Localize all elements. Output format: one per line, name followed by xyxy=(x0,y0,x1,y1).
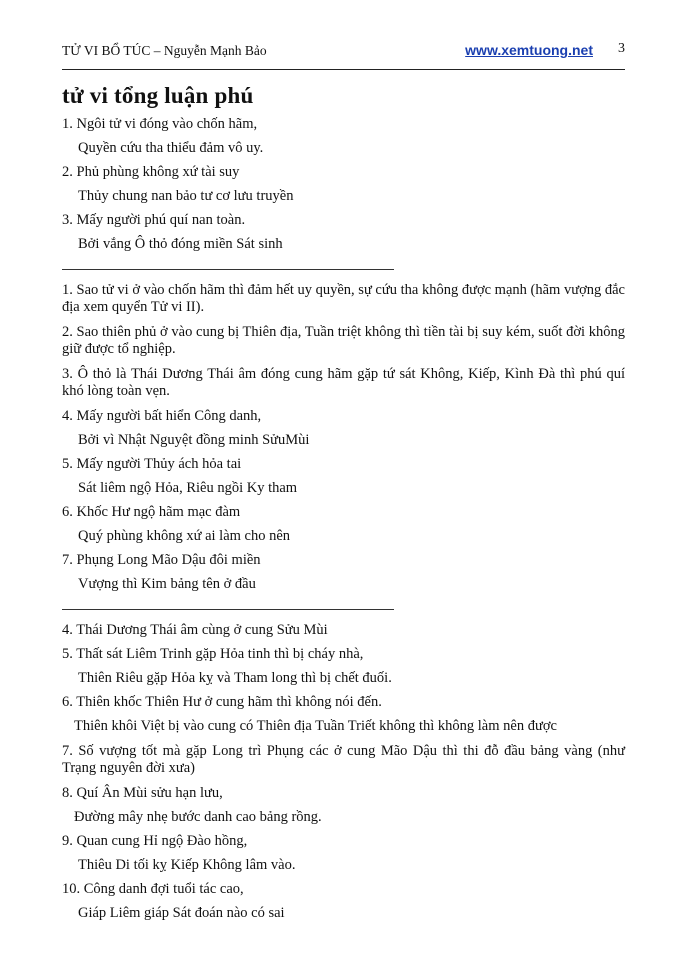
note-line: 6. Thiên khốc Thiên Hư ở cung hãm thì không nói đến. xyxy=(62,694,382,710)
verse-line: 4. Mấy người bất hiển Công danh, xyxy=(62,408,262,424)
header-divider xyxy=(62,69,625,70)
verse-line: 2. Phủ phùng không xứ tài suy xyxy=(62,164,240,180)
verse-line: Bởi vắng Ô thỏ đóng miền Sát sinh xyxy=(78,236,283,252)
note-paragraph: 7. Số vượng tốt mà gặp Long trì Phụng các ở cung Mão Dậu thì thi đỗ đầu bảng vàng (như Trạng nguyên đời xưa) xyxy=(62,743,625,776)
verse-line: 6. Khốc Hư ngộ hãm mạc đàm xyxy=(62,504,241,520)
verse-line: Quý phùng không xứ ai làm cho nên xyxy=(78,528,291,544)
note-paragraph: 3. Ô thỏ là Thái Dương Thái âm đóng cung hãm gặp tứ sát Không, Kiếp, Kình Đà thì phú quí khó lòng toàn vẹn. xyxy=(62,366,625,399)
note-paragraph: 2. Sao thiên phủ ở vào cung bị Thiên địa, Tuần triệt không thì tiền tài bị suy kém, suốt đời không giữ được tổ nghiệp. xyxy=(62,324,625,357)
verse-line: 10. Công danh đợi tuổi tác cao, xyxy=(62,881,244,897)
website-link[interactable]: www.xemtuong.net xyxy=(465,42,593,58)
verse-line: Bởi vì Nhật Nguyệt đồng minh SửuMùi xyxy=(78,432,310,448)
section-divider xyxy=(62,269,394,270)
verse-line: 8. Quí Ân Mùi sửu hạn lưu, xyxy=(62,785,223,801)
verse-line: Thiêu Di tối kỵ Kiếp Không lâm vào. xyxy=(78,857,296,873)
verse-line: 9. Quan cung Hỉ ngộ Đào hồng, xyxy=(62,833,248,849)
note-line: Thiên khôi Việt bị vào cung có Thiên địa Tuần Triết không thì không làm nên được xyxy=(74,718,557,734)
page-header xyxy=(62,40,625,64)
verse-line: Giáp Liêm giáp Sát đoán nào có sai xyxy=(78,905,285,921)
verse-line: Sát liêm ngộ Hỏa, Riêu ngồi Ky tham xyxy=(78,480,298,496)
verse-line: 1. Ngôi tử vi đóng vào chốn hãm, xyxy=(62,116,258,132)
note-paragraph: 1. Sao tử vi ở vào chốn hãm thì đảm hết uy quyền, sự cứu tha không được mạnh (hãm vượng đắc địa xem quyển Tử vi II). xyxy=(62,282,625,315)
page-number: 3 xyxy=(618,41,625,56)
verse-line: 5. Mấy người Thủy ách hỏa tai xyxy=(62,456,242,472)
document-body xyxy=(62,116,625,929)
verse-line: Quyền cứu tha thiểu đảm vô uy. xyxy=(78,140,264,156)
verse-line: Đường mây nhẹ bước danh cao bảng rồng. xyxy=(74,809,322,825)
verse-line: 3. Mấy người phú quí nan toàn. xyxy=(62,212,246,228)
note-line: 5. Thất sát Liêm Trinh gặp Hỏa tinh thì bị cháy nhà, xyxy=(62,646,364,662)
note-line: 4. Thái Dương Thái âm cùng ở cung Sửu Mùi xyxy=(62,622,328,638)
verse-line: 7. Phụng Long Mão Dậu đôi miền xyxy=(62,552,261,568)
verse-line: Thủy chung nan bảo tư cơ lưu truyền xyxy=(78,188,294,204)
page-title: tử vi tổng luận phú xyxy=(62,83,254,108)
note-line: Thiên Riêu gặp Hỏa kỵ và Tham long thì bị chết đuối. xyxy=(78,670,392,686)
verse-line: Vượng thì Kim bảng tên ở đầu xyxy=(78,576,256,592)
header-title: TỬ VI BỔ TÚC – Nguyễn Mạnh Bảo xyxy=(62,43,267,58)
section-divider xyxy=(62,609,394,610)
